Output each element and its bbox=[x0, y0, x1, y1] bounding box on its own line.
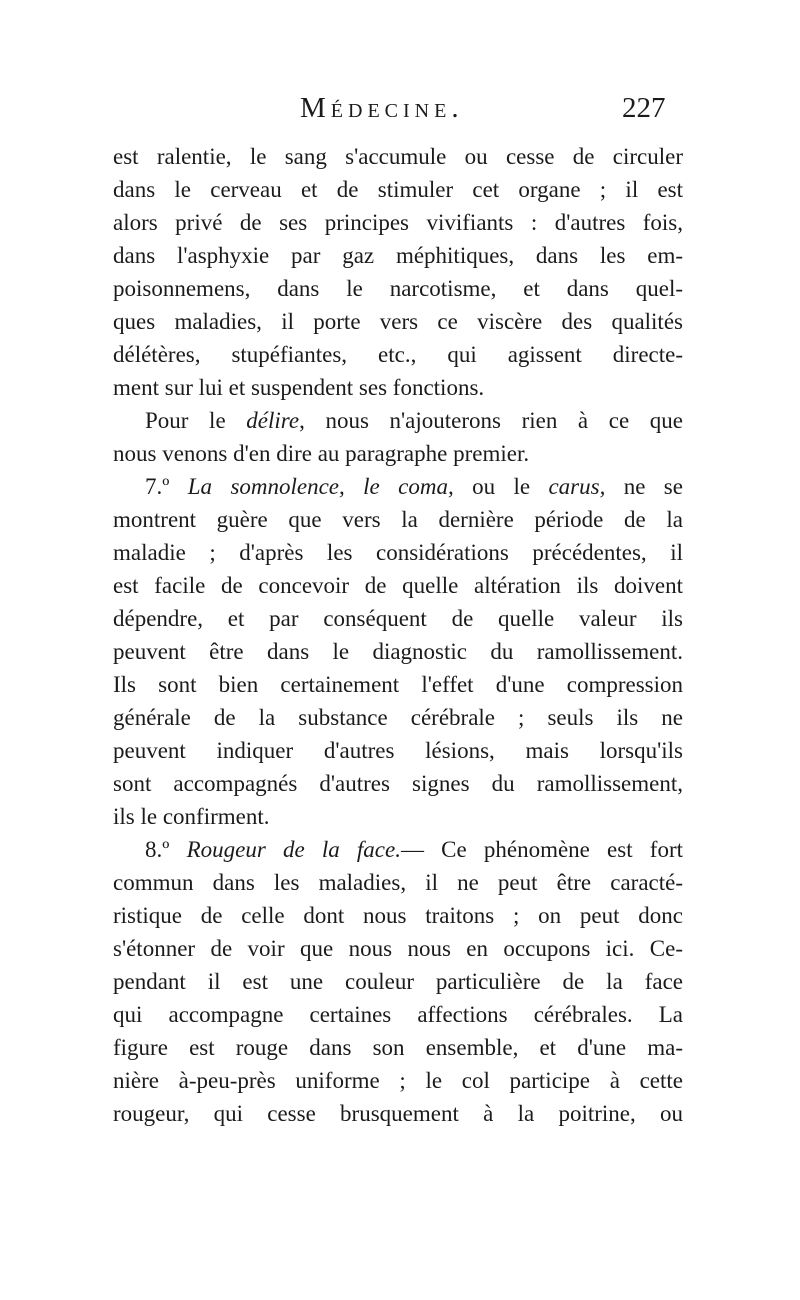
text-line: qui accompagne certaines affections cérébrales. La bbox=[113, 1002, 683, 1027]
section-heading-line: 7.º La somnolence, le coma, ou le carus, ne se bbox=[145, 474, 683, 499]
text-line: nous venons d'en dire au paragraphe premier. bbox=[113, 441, 530, 466]
section-heading-line: 8.º Rougeur de la face.— Ce phénomène est fort bbox=[145, 837, 683, 862]
text-line: ment sur lui et suspendent ses fonctions. bbox=[113, 375, 485, 400]
italic-term: Rougeur de la face. bbox=[186, 837, 401, 862]
text-line: délétères, stupéfiantes, etc., qui agissent directe- bbox=[113, 342, 683, 367]
text-line: est ralentie, le sang s'accumule ou cesse de circuler bbox=[113, 144, 683, 169]
text-line: ils le confirment. bbox=[113, 804, 270, 829]
text-line: est facile de concevoir de quelle altération ils doivent bbox=[113, 573, 683, 598]
text-line: peuvent indiquer d'autres lésions, mais lorsqu'ils bbox=[113, 738, 683, 763]
running-title: Médecine. bbox=[300, 92, 464, 124]
text-line: générale de la substance cérébrale ; seuls ils ne bbox=[113, 705, 683, 730]
italic-term: carus, bbox=[548, 474, 606, 499]
text-line: poisonnemens, dans le narcotisme, et dans quel- bbox=[113, 276, 683, 301]
text-line: rougeur, qui cesse brusquement à la poitrine, ou bbox=[113, 1101, 683, 1126]
text-line: dépendre, et par conséquent de quelle valeur ils bbox=[113, 606, 683, 631]
text-line: maladie ; d'après les considérations précédentes, il bbox=[113, 540, 683, 565]
italic-term: La somnolence, le coma, bbox=[187, 474, 454, 499]
text-line: peuvent être dans le diagnostic du ramollissement. bbox=[113, 639, 683, 664]
text-line: dans le cerveau et de stimuler cet organe ; il est bbox=[113, 177, 683, 202]
text-line: dans l'asphyxie par gaz méphitiques, dans les em- bbox=[113, 243, 683, 268]
text-line: alors privé de ses principes vivifiants : d'autres fois, bbox=[113, 210, 683, 235]
italic-term: délire bbox=[246, 408, 300, 433]
running-head bbox=[0, 92, 800, 132]
body-text bbox=[113, 140, 683, 1130]
text-line: Pour le délire, nous n'ajouterons rien à ce que bbox=[145, 408, 683, 433]
text-line: figure est rouge dans son ensemble, et d'une ma- bbox=[113, 1035, 683, 1060]
page-number: 227 bbox=[622, 92, 666, 124]
text-line: ristique de celle dont nous traitons ; on peut donc bbox=[113, 903, 683, 928]
text-line: nière à-peu-près uniforme ; le col participe à cette bbox=[113, 1068, 683, 1093]
text-line: ques maladies, il porte vers ce viscère des qualités bbox=[113, 309, 683, 334]
text-line: Ils sont bien certainement l'effet d'une compression bbox=[113, 672, 683, 697]
text-line: commun dans les maladies, il ne peut être caracté- bbox=[113, 870, 683, 895]
text-line: pendant il est une couleur particulière de la face bbox=[113, 969, 683, 994]
text-line: sont accompagnés d'autres signes du ramollissement, bbox=[113, 771, 683, 796]
text-line: montrent guère que vers la dernière période de la bbox=[113, 507, 683, 532]
text-line: s'étonner de voir que nous nous en occupons ici. Ce- bbox=[113, 936, 683, 961]
